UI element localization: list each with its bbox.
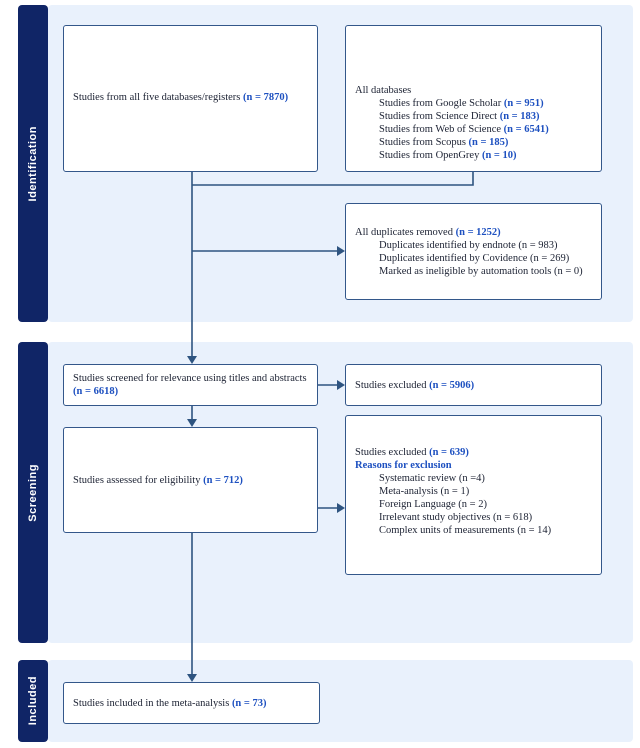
database-item: Studies from OpenGrey (n = 10): [379, 150, 517, 161]
excluded-titles-text: Studies excluded (n = 5906): [355, 380, 475, 391]
databases-title: All databases: [355, 85, 412, 96]
assessed-count: (n = 712): [203, 475, 243, 486]
screened-box: [63, 364, 318, 406]
registers-text: Studies from all five databases/registers (n = 7870): [73, 92, 289, 103]
excluded-titles-count: (n = 5906): [429, 380, 475, 391]
duplicates-item: Duplicates identified by Covidence (n = 269): [379, 253, 570, 264]
stage-label-identification: Identification: [26, 125, 39, 202]
reasons-heading: Reasons for exclusion: [355, 460, 452, 471]
screened-count: (n = 6618): [73, 386, 119, 397]
database-item: Studies from Science Direct (n = 183): [379, 111, 540, 122]
stage-label-screening: Screening: [26, 463, 39, 522]
reason-item: Meta-analysis (n = 1): [379, 486, 470, 497]
included-count: (n = 73): [231, 698, 267, 709]
duplicates-box: [345, 203, 602, 300]
sidebar-band-identification: [18, 5, 48, 322]
reasons-excluded-count: (n = 639): [429, 447, 469, 458]
duplicates-title: All duplicates removed (n = 1252): [355, 227, 501, 238]
duplicates-item: Duplicates identified by endnote (n = 983): [379, 240, 558, 251]
databases-box: [345, 25, 602, 172]
sidebar-band-screening: [18, 342, 48, 643]
database-item: Studies from Google Scholar (n = 951): [379, 98, 544, 109]
sidebar-band-included: [18, 660, 48, 742]
assessed-text: Studies assessed for eligibility (n = 712): [73, 475, 243, 486]
included-text: Studies included in the meta-analysis (n = 73): [73, 698, 267, 709]
registers-box: [63, 25, 318, 172]
database-item: Studies from Scopus (n = 185): [379, 137, 509, 148]
reason-item: Complex units of measurements (n = 14): [379, 525, 552, 536]
excluded-titles-box: [345, 364, 602, 406]
included-box: [63, 682, 320, 724]
registers-count: (n = 7870): [243, 92, 289, 103]
reason-item: Irrelevant study objectives (n = 618): [379, 512, 533, 523]
database-item: Studies from Web of Science (n = 6541): [379, 124, 549, 135]
duplicates-count: (n = 1252): [455, 227, 501, 238]
reasons-box: [345, 415, 602, 575]
assessed-box: [63, 427, 318, 533]
reason-item: Foreign Language (n = 2): [379, 499, 487, 510]
reasons-excluded-line: Studies excluded (n = 639): [355, 447, 469, 458]
screened-text: Studies screened for relevance using titles and abstracts (n = 6618): [73, 373, 307, 397]
duplicates-item: Marked as ineligible by automation tools (n = 0): [379, 266, 583, 277]
reason-item: Systematic review (n =4): [379, 473, 485, 484]
stage-label-included: Included: [26, 676, 39, 726]
